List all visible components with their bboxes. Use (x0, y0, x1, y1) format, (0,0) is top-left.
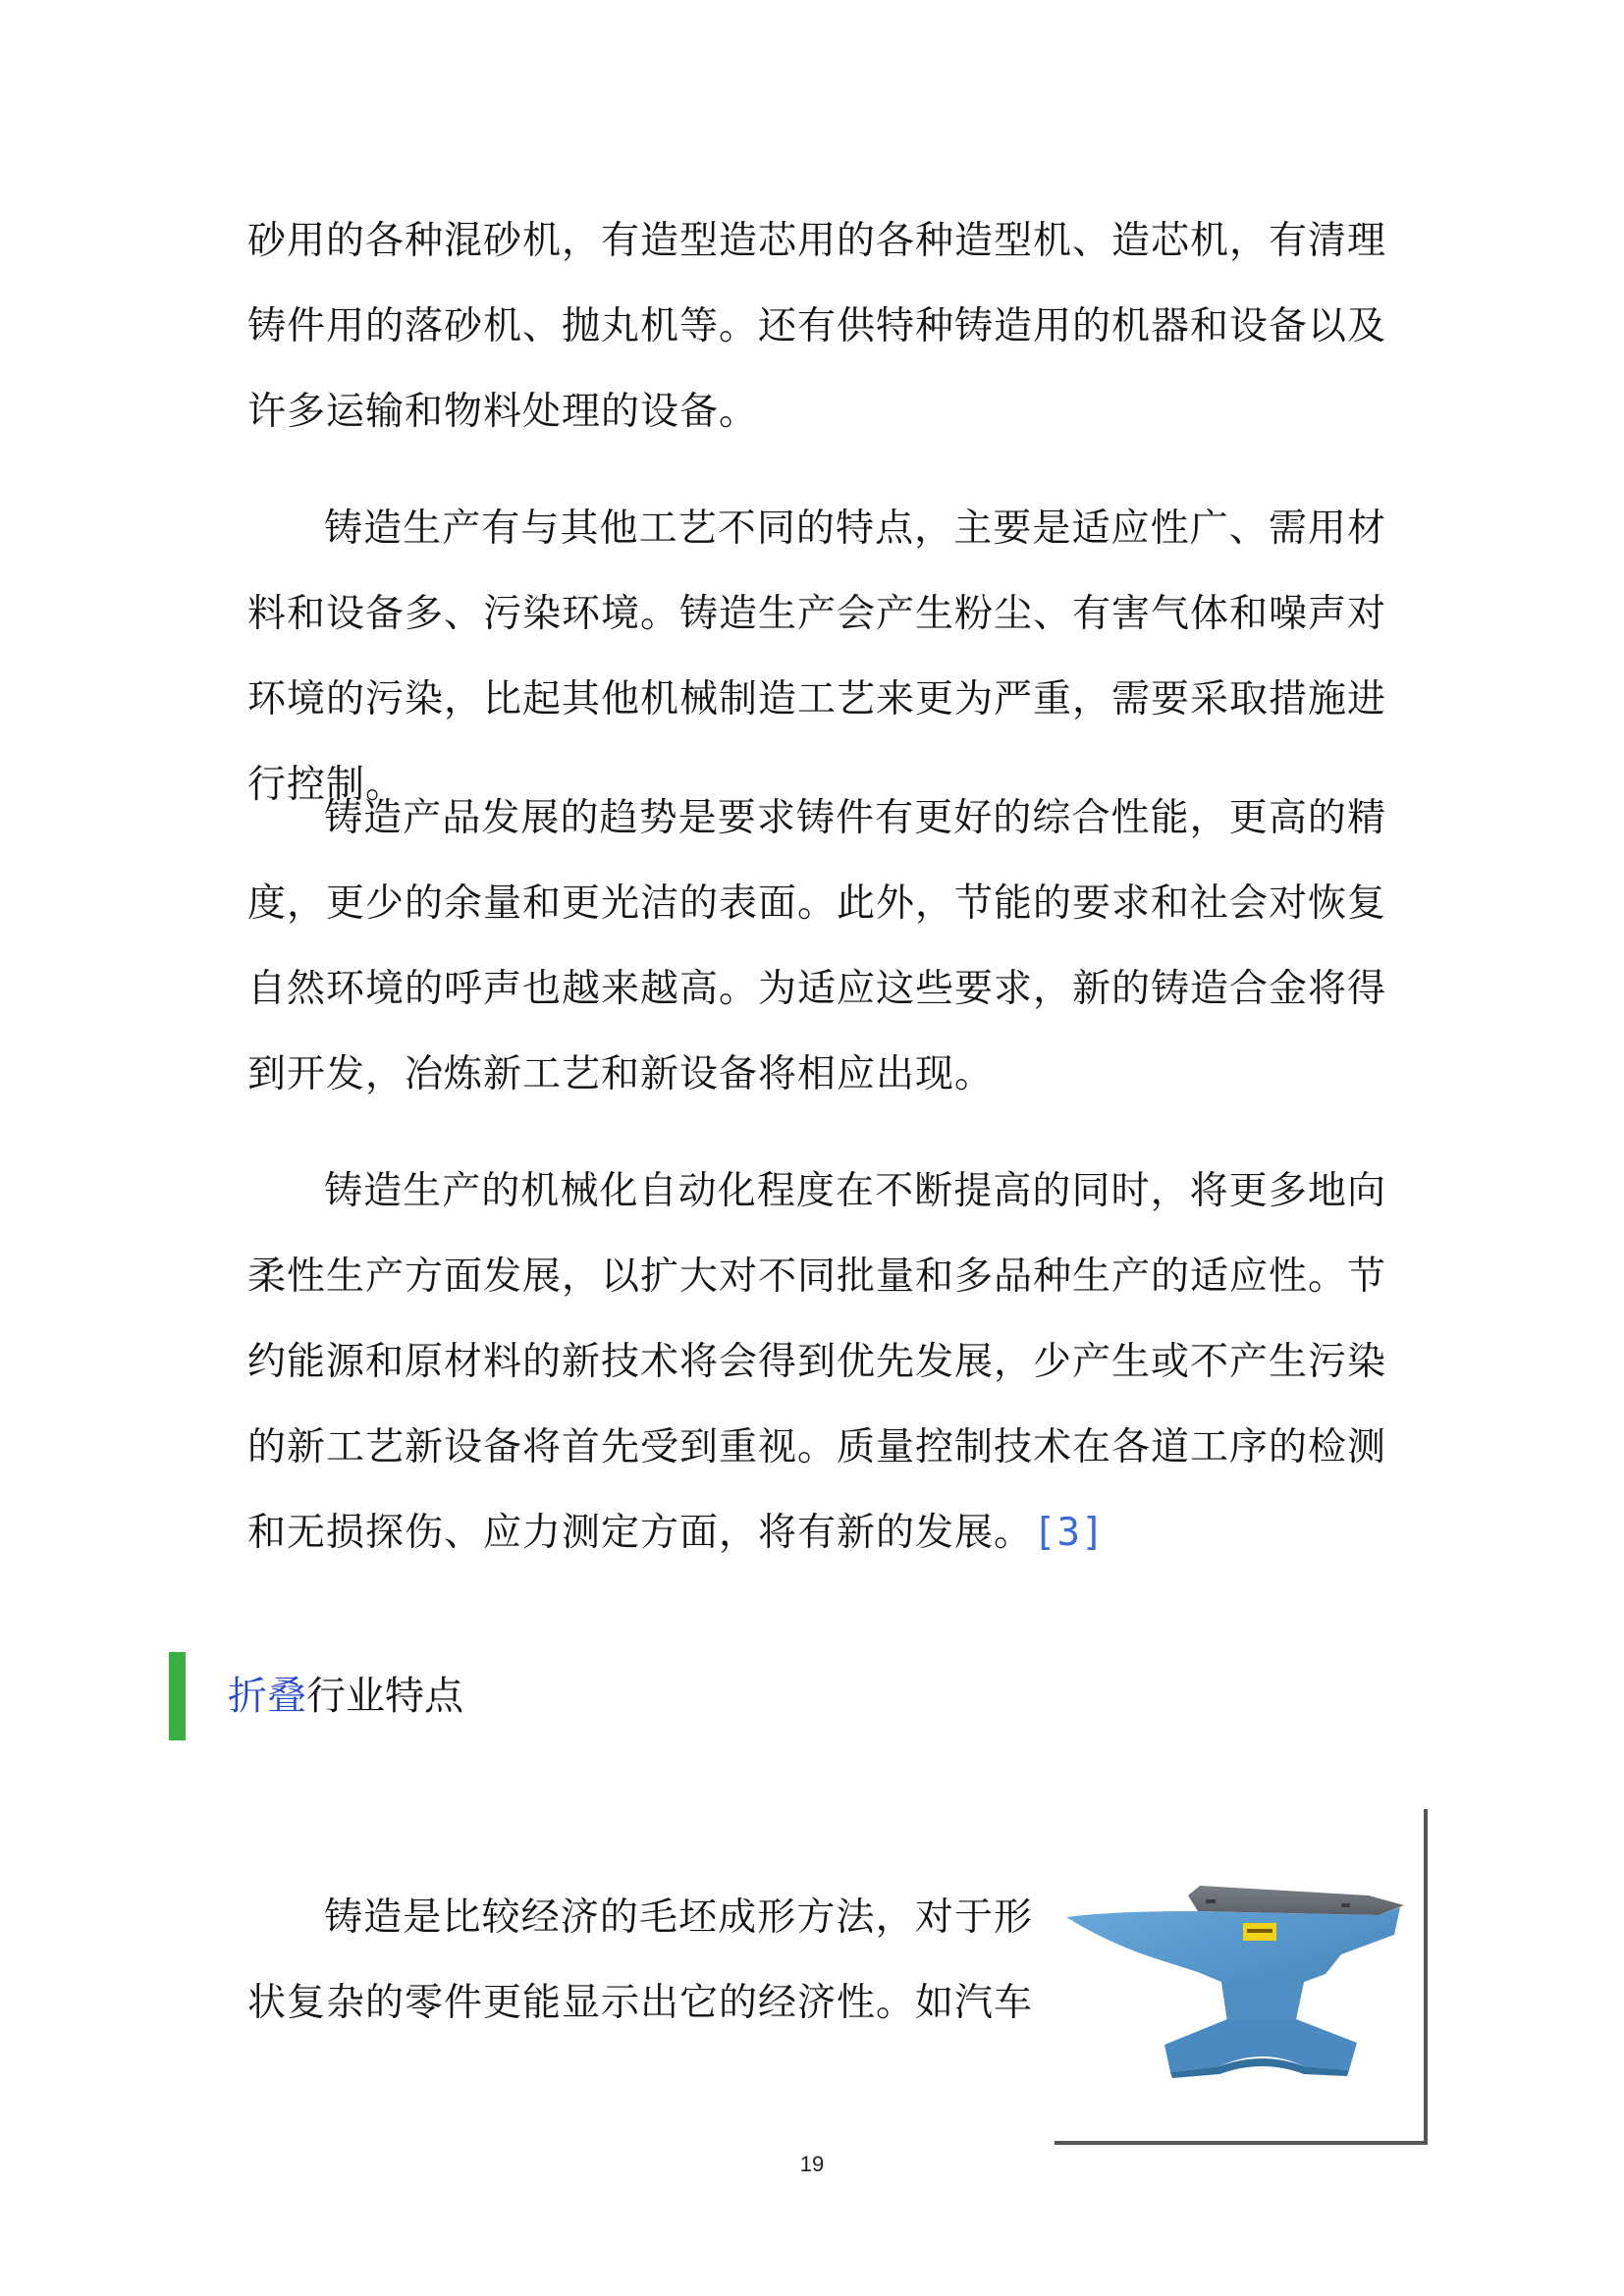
paragraph-automation (247, 1148, 1386, 1575)
anvil-face (1188, 1886, 1404, 1915)
image-frame-right (1424, 1809, 1428, 2145)
paragraph-economy: 铸造是比较经济的毛坯成形方法，对于形状复杂的零件更能显示出它的经济性。如汽车 (247, 1896, 1034, 2025)
anvil-image (1055, 1809, 1428, 2145)
section-heading (228, 1667, 463, 1726)
paragraph-trends: 铸造产品发展的趋势是要求铸件有更好的综合性能，更高的精度，更少的余量和更光洁的表面。此外，节能的要求和社会对恢复自然环境的呼声也越来越高。为适应这些要求，新的铸造合金将得到开发，冶炼新工艺和新设备将相应出现。 (247, 796, 1387, 1096)
section-heading-bar (169, 1652, 186, 1740)
anvil-illustration (1055, 1809, 1428, 2145)
citation-link[interactable]: [3] (1033, 1511, 1106, 1555)
image-frame-bottom (1055, 2141, 1428, 2145)
paragraph-continued: 砂用的各种混砂机，有造型造芯用的各种造型机、造芯机，有清理铸件用的落砂机、抛丸机等。还有供特种铸造用的机器和设备以及许多运输和物料处理的设备。 (247, 219, 1387, 434)
paragraph-automation-text: 铸造生产的机械化自动化程度在不断提高的同时，将更多地向柔性生产方面发展，以扩大对不同批量和多品种生产的适应性。节约能源和原材料的新技术将会得到优先发展，少产生或不产生污染的新工艺新设备将首先受到重视。质量控制技术在各道工序的检测和无损探伤、应力测定方面，将有新的发展。 (247, 1169, 1387, 1555)
section-heading-text: 行业特点 (306, 1674, 463, 1719)
paragraph-characteristics: 铸造生产有与其他工艺不同的特点，主要是适应性广、需用材料和设备多、污染环境。铸造生产会产生粉尘、有害气体和噪声对环境的污染，比起其他机械制造工艺来更为严重，需要采取措施进行控制。 (247, 507, 1387, 807)
fold-link[interactable]: 折叠 (228, 1674, 306, 1719)
page-number: 19 (799, 2152, 825, 2176)
